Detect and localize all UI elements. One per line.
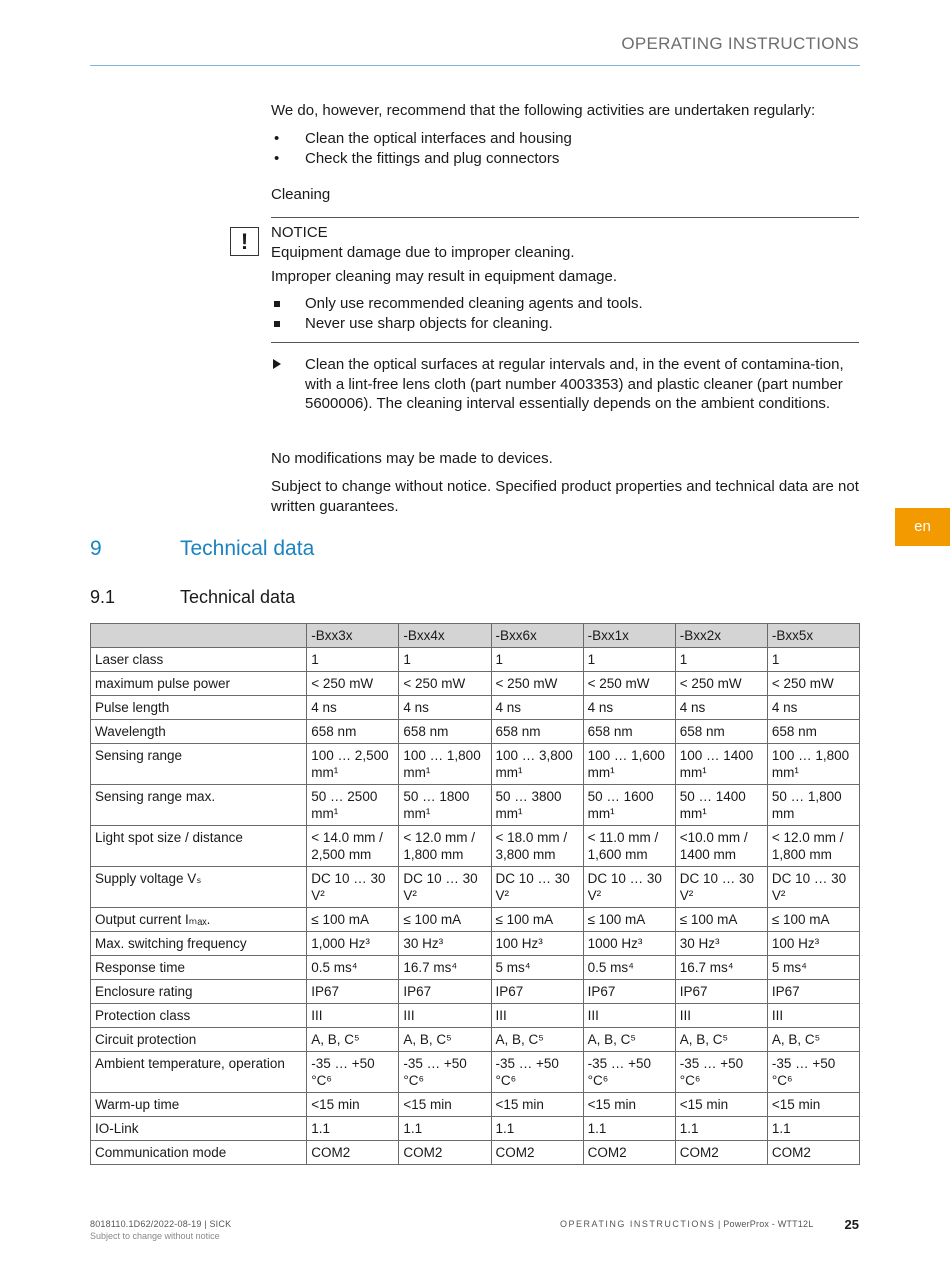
notice-body: Improper cleaning may result in equipment damage. bbox=[271, 268, 618, 285]
value-cell: -35 … +50 °C⁶ bbox=[491, 1052, 583, 1093]
row-label-cell: Laser class bbox=[91, 648, 307, 672]
value-cell: 4 ns bbox=[307, 696, 399, 720]
table-row bbox=[91, 1093, 860, 1117]
value-cell: 1 bbox=[307, 648, 399, 672]
footer-doc-id: 8018110.1D62/2022-08-19 | SICK bbox=[90, 1219, 232, 1229]
table-row bbox=[91, 1052, 860, 1093]
value-cell: < 250 mW bbox=[491, 672, 583, 696]
value-cell: -35 … +50 °C⁶ bbox=[767, 1052, 859, 1093]
value-cell: IP67 bbox=[583, 980, 675, 1004]
value-cell: < 250 mW bbox=[583, 672, 675, 696]
table-row bbox=[91, 1117, 860, 1141]
value-cell: 100 … 1,800 mm¹ bbox=[767, 744, 859, 785]
value-cell: ≤ 100 mA bbox=[675, 908, 767, 932]
value-cell: COM2 bbox=[675, 1141, 767, 1165]
value-cell: 4 ns bbox=[399, 696, 491, 720]
value-cell: 1 bbox=[491, 648, 583, 672]
value-cell: ≤ 100 mA bbox=[399, 908, 491, 932]
table-row bbox=[91, 785, 860, 826]
value-cell: COM2 bbox=[307, 1141, 399, 1165]
value-cell: 30 Hz³ bbox=[675, 932, 767, 956]
row-label-cell: Ambient temperature, operation bbox=[91, 1052, 307, 1093]
value-cell: 5 ms⁴ bbox=[767, 956, 859, 980]
header-cell: -Bxx6x bbox=[491, 624, 583, 648]
row-label-cell: Circuit protection bbox=[91, 1028, 307, 1052]
intro-paragraph: We do, however, recommend that the following activities are undertaken regularly: bbox=[271, 102, 816, 119]
value-cell: <15 min bbox=[583, 1093, 675, 1117]
value-cell: A, B, C⁵ bbox=[675, 1028, 767, 1052]
value-cell: IP67 bbox=[307, 980, 399, 1004]
value-cell: 658 nm bbox=[491, 720, 583, 744]
value-cell: <15 min bbox=[675, 1093, 767, 1117]
row-label-cell: Sensing range max. bbox=[91, 785, 307, 826]
list-item: Never use sharp objects for cleaning. bbox=[271, 314, 859, 334]
value-cell: -35 … +50 °C⁶ bbox=[675, 1052, 767, 1093]
header-cell: -Bxx4x bbox=[399, 624, 491, 648]
value-cell: A, B, C⁵ bbox=[583, 1028, 675, 1052]
table-row bbox=[91, 720, 860, 744]
table-row bbox=[91, 980, 860, 1004]
value-cell: 658 nm bbox=[675, 720, 767, 744]
value-cell: <15 min bbox=[399, 1093, 491, 1117]
footer-notice: Subject to change without notice bbox=[90, 1231, 220, 1241]
notice-label: NOTICE bbox=[271, 224, 328, 241]
value-cell: 1,000 Hz³ bbox=[307, 932, 399, 956]
notice-bottom-rule bbox=[271, 342, 859, 343]
subsection-title: Technical data bbox=[180, 587, 296, 607]
value-cell: < 18.0 mm / 3,800 mm bbox=[491, 826, 583, 867]
action-text: Clean the optical surfaces at regular intervals and, in the event of contamina-tion, with a lint-free lens cloth (part number 4003353) and plastic cleaner (part number 5600006). The cleaning interval essentially depends on the ambient conditions. bbox=[305, 356, 844, 412]
value-cell: COM2 bbox=[491, 1141, 583, 1165]
value-cell: A, B, C⁵ bbox=[399, 1028, 491, 1052]
table-row bbox=[91, 908, 860, 932]
value-cell: III bbox=[675, 1004, 767, 1028]
row-label-cell: Warm-up time bbox=[91, 1093, 307, 1117]
value-cell: ≤ 100 mA bbox=[491, 908, 583, 932]
value-cell: 1 bbox=[583, 648, 675, 672]
value-cell: < 250 mW bbox=[399, 672, 491, 696]
value-cell: 1.1 bbox=[491, 1117, 583, 1141]
action-step bbox=[271, 355, 859, 414]
value-cell: 50 … 3800 mm¹ bbox=[491, 785, 583, 826]
activities-list bbox=[271, 129, 859, 168]
table-row bbox=[91, 956, 860, 980]
value-cell: 30 Hz³ bbox=[399, 932, 491, 956]
running-header: OPERATING INSTRUCTIONS bbox=[621, 34, 859, 53]
value-cell: 5 ms⁴ bbox=[491, 956, 583, 980]
subsection-number: 9.1 bbox=[90, 587, 116, 607]
row-label-cell: Output current Iₘₐₓ. bbox=[91, 908, 307, 932]
value-cell: A, B, C⁵ bbox=[307, 1028, 399, 1052]
value-cell: COM2 bbox=[399, 1141, 491, 1165]
value-cell: 50 … 1600 mm¹ bbox=[583, 785, 675, 826]
value-cell: DC 10 … 30 V² bbox=[767, 867, 859, 908]
row-label-cell: IO-Link bbox=[91, 1117, 307, 1141]
value-cell: 4 ns bbox=[767, 696, 859, 720]
value-cell: 50 … 1800 mm¹ bbox=[399, 785, 491, 826]
value-cell: COM2 bbox=[583, 1141, 675, 1165]
value-cell: III bbox=[399, 1004, 491, 1028]
row-label-cell: Sensing range bbox=[91, 744, 307, 785]
notice-title: Equipment damage due to improper cleaning. bbox=[271, 244, 575, 261]
value-cell: III bbox=[307, 1004, 399, 1028]
header-cell: -Bxx2x bbox=[675, 624, 767, 648]
bullet-icon: • bbox=[274, 130, 280, 147]
value-cell: DC 10 … 30 V² bbox=[491, 867, 583, 908]
value-cell: < 250 mW bbox=[307, 672, 399, 696]
row-label-cell: Enclosure rating bbox=[91, 980, 307, 1004]
technical-data-table bbox=[90, 623, 860, 1165]
page-number: 25 bbox=[844, 1217, 859, 1232]
table-row bbox=[91, 1141, 860, 1165]
value-cell: <15 min bbox=[767, 1093, 859, 1117]
header-cell: -Bxx1x bbox=[583, 624, 675, 648]
value-cell: A, B, C⁵ bbox=[491, 1028, 583, 1052]
row-label-cell: Light spot size / distance bbox=[91, 826, 307, 867]
value-cell: < 250 mW bbox=[675, 672, 767, 696]
value-cell: ≤ 100 mA bbox=[583, 908, 675, 932]
value-cell: 1.1 bbox=[675, 1117, 767, 1141]
value-cell: A, B, C⁵ bbox=[767, 1028, 859, 1052]
value-cell: <10.0 mm / 1400 mm bbox=[675, 826, 767, 867]
value-cell: 1000 Hz³ bbox=[583, 932, 675, 956]
language-tab[interactable]: en bbox=[895, 508, 950, 546]
value-cell: 1 bbox=[675, 648, 767, 672]
value-cell: 50 … 2500 mm¹ bbox=[307, 785, 399, 826]
header-cell-empty bbox=[91, 624, 307, 648]
row-label-cell: Protection class bbox=[91, 1004, 307, 1028]
value-cell: 658 nm bbox=[399, 720, 491, 744]
value-cell: -35 … +50 °C⁶ bbox=[307, 1052, 399, 1093]
disclaimer-text: Subject to change without notice. Specified product properties and technical data are not written guarantees. bbox=[271, 478, 859, 515]
header-rule bbox=[90, 65, 860, 66]
table-row bbox=[91, 826, 860, 867]
footer-document-type: OPERATING INSTRUCTIONS | PowerProx - WTT12L bbox=[560, 1219, 814, 1229]
value-cell: COM2 bbox=[767, 1141, 859, 1165]
value-cell: < 14.0 mm / 2,500 mm bbox=[307, 826, 399, 867]
list-item: • Check the fittings and plug connectors bbox=[274, 149, 560, 167]
table-row bbox=[91, 648, 860, 672]
row-label-cell: Response time bbox=[91, 956, 307, 980]
value-cell: DC 10 … 30 V² bbox=[675, 867, 767, 908]
header-cell: -Bxx5x bbox=[767, 624, 859, 648]
value-cell: 100 Hz³ bbox=[491, 932, 583, 956]
value-cell: IP67 bbox=[491, 980, 583, 1004]
value-cell: 1.1 bbox=[307, 1117, 399, 1141]
square-bullet-icon bbox=[274, 301, 280, 307]
notice-list bbox=[271, 294, 859, 333]
table-row bbox=[91, 932, 860, 956]
value-cell: ≤ 100 mA bbox=[767, 908, 859, 932]
value-cell: 4 ns bbox=[491, 696, 583, 720]
value-cell: 100 … 3,800 mm¹ bbox=[491, 744, 583, 785]
value-cell: 100 … 1400 mm¹ bbox=[675, 744, 767, 785]
row-label-cell: Communication mode bbox=[91, 1141, 307, 1165]
value-cell: -35 … +50 °C⁶ bbox=[399, 1052, 491, 1093]
value-cell: III bbox=[767, 1004, 859, 1028]
value-cell: 0.5 ms⁴ bbox=[583, 956, 675, 980]
value-cell: 4 ns bbox=[583, 696, 675, 720]
value-cell: 100 Hz³ bbox=[767, 932, 859, 956]
value-cell: 100 … 1,600 mm¹ bbox=[583, 744, 675, 785]
value-cell: 1.1 bbox=[767, 1117, 859, 1141]
table-row bbox=[91, 1028, 860, 1052]
value-cell: DC 10 … 30 V² bbox=[399, 867, 491, 908]
value-cell: 1.1 bbox=[399, 1117, 491, 1141]
value-cell: < 250 mW bbox=[767, 672, 859, 696]
table-row bbox=[91, 744, 860, 785]
value-cell: 658 nm bbox=[307, 720, 399, 744]
row-label-cell: Pulse length bbox=[91, 696, 307, 720]
value-cell: 50 … 1,800 mm bbox=[767, 785, 859, 826]
value-cell: 1.1 bbox=[583, 1117, 675, 1141]
value-cell: 100 … 2,500 mm¹ bbox=[307, 744, 399, 785]
notice-top-rule bbox=[271, 217, 859, 218]
value-cell: IP67 bbox=[399, 980, 491, 1004]
bullet-icon: • bbox=[274, 149, 280, 167]
action-arrow-icon bbox=[273, 359, 281, 369]
value-cell: <15 min bbox=[491, 1093, 583, 1117]
no-modifications-text: No modifications may be made to devices. bbox=[271, 450, 553, 467]
section-title: Technical data bbox=[180, 537, 315, 560]
square-bullet-icon bbox=[274, 321, 280, 327]
section-number: 9 bbox=[90, 537, 102, 560]
warning-exclamation-icon: ! bbox=[230, 227, 259, 256]
list-item: • Clean the optical interfaces and housing bbox=[274, 130, 572, 147]
value-cell: DC 10 … 30 V² bbox=[583, 867, 675, 908]
value-cell: 100 … 1,800 mm¹ bbox=[399, 744, 491, 785]
table-row bbox=[91, 696, 860, 720]
value-cell: III bbox=[491, 1004, 583, 1028]
value-cell: DC 10 … 30 V² bbox=[307, 867, 399, 908]
row-label-cell: Supply voltage Vₛ bbox=[91, 867, 307, 908]
table-header-row bbox=[91, 624, 860, 648]
value-cell: 658 nm bbox=[767, 720, 859, 744]
value-cell: 16.7 ms⁴ bbox=[675, 956, 767, 980]
value-cell: < 12.0 mm / 1,800 mm bbox=[399, 826, 491, 867]
value-cell: 50 … 1400 mm¹ bbox=[675, 785, 767, 826]
value-cell: 0.5 ms⁴ bbox=[307, 956, 399, 980]
table-row bbox=[91, 1004, 860, 1028]
value-cell: < 11.0 mm / 1,600 mm bbox=[583, 826, 675, 867]
list-item: Only use recommended cleaning agents and tools. bbox=[271, 294, 859, 314]
value-cell: -35 … +50 °C⁶ bbox=[583, 1052, 675, 1093]
value-cell: < 12.0 mm / 1,800 mm bbox=[767, 826, 859, 867]
value-cell: 4 ns bbox=[675, 696, 767, 720]
header-cell: -Bxx3x bbox=[307, 624, 399, 648]
value-cell: <15 min bbox=[307, 1093, 399, 1117]
row-label-cell: Max. switching frequency bbox=[91, 932, 307, 956]
value-cell: 658 nm bbox=[583, 720, 675, 744]
value-cell: 1 bbox=[767, 648, 859, 672]
value-cell: ≤ 100 mA bbox=[307, 908, 399, 932]
row-label-cell: Wavelength bbox=[91, 720, 307, 744]
value-cell: III bbox=[583, 1004, 675, 1028]
cleaning-heading: Cleaning bbox=[271, 186, 331, 203]
value-cell: IP67 bbox=[767, 980, 859, 1004]
value-cell: IP67 bbox=[675, 980, 767, 1004]
row-label-cell: maximum pulse power bbox=[91, 672, 307, 696]
table-row bbox=[91, 867, 860, 908]
value-cell: 16.7 ms⁴ bbox=[399, 956, 491, 980]
table-row bbox=[91, 672, 860, 696]
value-cell: 1 bbox=[399, 648, 491, 672]
